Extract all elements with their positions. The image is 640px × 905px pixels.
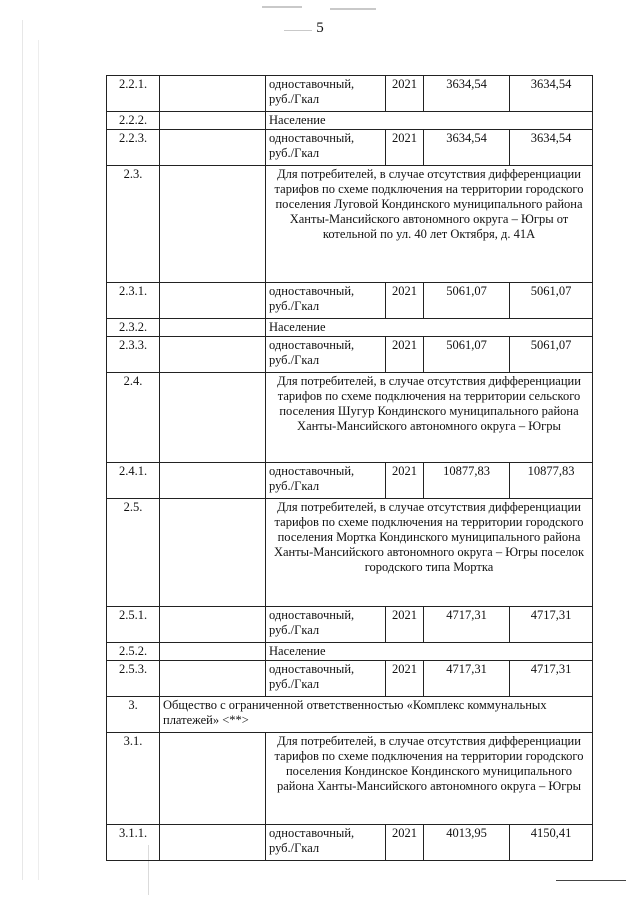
tariff-value-cell: 4717,31 — [424, 661, 510, 697]
consumer-note-cell: Для потребителей, в случае отсутствия дифференциации тарифов по схеме подключения на территории городского поселения Кондинское Кондинского муниципального района Ханты-Мансийского автономного округа – Югры — [266, 733, 593, 825]
row-number-cell: 2.5.3. — [107, 661, 160, 697]
tariff-value-cell: 5061,07 — [424, 337, 510, 373]
region-cell — [160, 733, 266, 825]
table-row — [107, 166, 593, 283]
region-cell — [160, 607, 266, 643]
region-cell — [160, 337, 266, 373]
scan-smudge — [284, 30, 312, 31]
region-cell — [160, 76, 266, 112]
tariff-value-cell: 4717,31 — [510, 661, 593, 697]
tariff-value-cell: 4717,31 — [510, 607, 593, 643]
year-cell: 2021 — [386, 76, 424, 112]
year-cell: 2021 — [386, 283, 424, 319]
tariff-value-cell: 5061,07 — [424, 283, 510, 319]
footer-rule — [556, 880, 626, 881]
region-cell — [160, 112, 266, 130]
table-row — [107, 661, 593, 697]
row-number-cell: 2.4.1. — [107, 463, 160, 499]
row-number-cell: 2.5.1. — [107, 607, 160, 643]
tariff-table-body — [107, 76, 593, 861]
table-row — [107, 463, 593, 499]
row-number-cell: 3.1.1. — [107, 825, 160, 861]
region-cell — [160, 373, 266, 463]
region-cell — [160, 643, 266, 661]
tariff-value-cell: 4150,41 — [510, 825, 593, 861]
tariff-value-cell: 3634,54 — [424, 76, 510, 112]
year-cell: 2021 — [386, 661, 424, 697]
consumer-note-cell: Для потребителей, в случае отсутствия дифференциации тарифов по схеме подключения на территории сельского поселения Шугур Кондинского муниципального района Ханты-Мансийского автономного округа – Югры — [266, 373, 593, 463]
row-number-cell: 2.2.1. — [107, 76, 160, 112]
scan-edge-line — [38, 40, 39, 880]
tariff-value-cell: 3634,54 — [510, 76, 593, 112]
year-cell: 2021 — [386, 463, 424, 499]
tariff-value-cell: 4013,95 — [424, 825, 510, 861]
table-row — [107, 499, 593, 607]
tariff-type-cell: одноставочный, руб./Гкал — [266, 607, 386, 643]
year-cell: 2021 — [386, 825, 424, 861]
tariff-table — [106, 75, 593, 861]
table-row — [107, 607, 593, 643]
tariff-type-cell: одноставочный, руб./Гкал — [266, 130, 386, 166]
scan-edge-line — [22, 20, 23, 880]
region-cell — [160, 283, 266, 319]
row-number-cell: 3.1. — [107, 733, 160, 825]
row-number-cell: 2.2.3. — [107, 130, 160, 166]
table-row — [107, 76, 593, 112]
organization-cell: Общество с ограниченной ответственностью «Комплекс коммунальных платежей» <**> — [160, 697, 593, 733]
tariff-type-cell: одноставочный, руб./Гкал — [266, 283, 386, 319]
tariff-value-cell: 4717,31 — [424, 607, 510, 643]
consumer-note-cell: Для потребителей, в случае отсутствия дифференциации тарифов по схеме подключения на территории городского поселения Мортка Кондинского муниципального района Ханты-Мансийского автономного округа – Югры поселок городского типа Мортка — [266, 499, 593, 607]
tariff-value-cell: 3634,54 — [424, 130, 510, 166]
page-number: 5 — [316, 20, 324, 36]
row-number-cell: 2.5.2. — [107, 643, 160, 661]
table-row — [107, 825, 593, 861]
table-row — [107, 319, 593, 337]
tariff-type-cell: одноставочный, руб./Гкал — [266, 337, 386, 373]
tariff-value-cell: 5061,07 — [510, 337, 593, 373]
table-row — [107, 283, 593, 319]
tariff-type-cell: одноставочный, руб./Гкал — [266, 463, 386, 499]
table-row — [107, 643, 593, 661]
row-number-cell: 2.3.1. — [107, 283, 160, 319]
region-cell — [160, 825, 266, 861]
table-row — [107, 337, 593, 373]
tariff-type-cell: одноставочный, руб./Гкал — [266, 76, 386, 112]
tariff-value-cell: 3634,54 — [510, 130, 593, 166]
tariff-value-cell: 10877,83 — [510, 463, 593, 499]
tariff-type-cell: одноставочный, руб./Гкал — [266, 825, 386, 861]
region-cell — [160, 661, 266, 697]
table-row — [107, 112, 593, 130]
region-cell — [160, 166, 266, 283]
year-cell: 2021 — [386, 337, 424, 373]
tariff-value-cell: 10877,83 — [424, 463, 510, 499]
tariff-value-cell: 5061,07 — [510, 283, 593, 319]
row-number-cell: 2.3.3. — [107, 337, 160, 373]
group-label-cell: Население — [266, 643, 593, 661]
tariff-type-cell: одноставочный, руб./Гкал — [266, 661, 386, 697]
year-cell: 2021 — [386, 607, 424, 643]
row-number-cell: 2.4. — [107, 373, 160, 463]
group-label-cell: Население — [266, 319, 593, 337]
row-number-cell: 2.5. — [107, 499, 160, 607]
region-cell — [160, 463, 266, 499]
consumer-note-cell: Для потребителей, в случае отсутствия дифференциации тарифов по схеме подключения на территории городского поселения Луговой Кондинского муниципального района Ханты-Мансийского автономного округа – Югры от котельной по ул. 40 лет Октября, д. 41А — [266, 166, 593, 283]
table-row — [107, 373, 593, 463]
row-number-cell: 3. — [107, 697, 160, 733]
region-cell — [160, 130, 266, 166]
year-cell: 2021 — [386, 130, 424, 166]
row-number-cell: 2.3. — [107, 166, 160, 283]
scan-smudge — [330, 8, 376, 10]
table-row — [107, 733, 593, 825]
row-number-cell: 2.3.2. — [107, 319, 160, 337]
table-row — [107, 130, 593, 166]
row-number-cell: 2.2.2. — [107, 112, 160, 130]
table-row — [107, 697, 593, 733]
group-label-cell: Население — [266, 112, 593, 130]
scan-smudge — [262, 6, 302, 8]
region-cell — [160, 499, 266, 607]
region-cell — [160, 319, 266, 337]
